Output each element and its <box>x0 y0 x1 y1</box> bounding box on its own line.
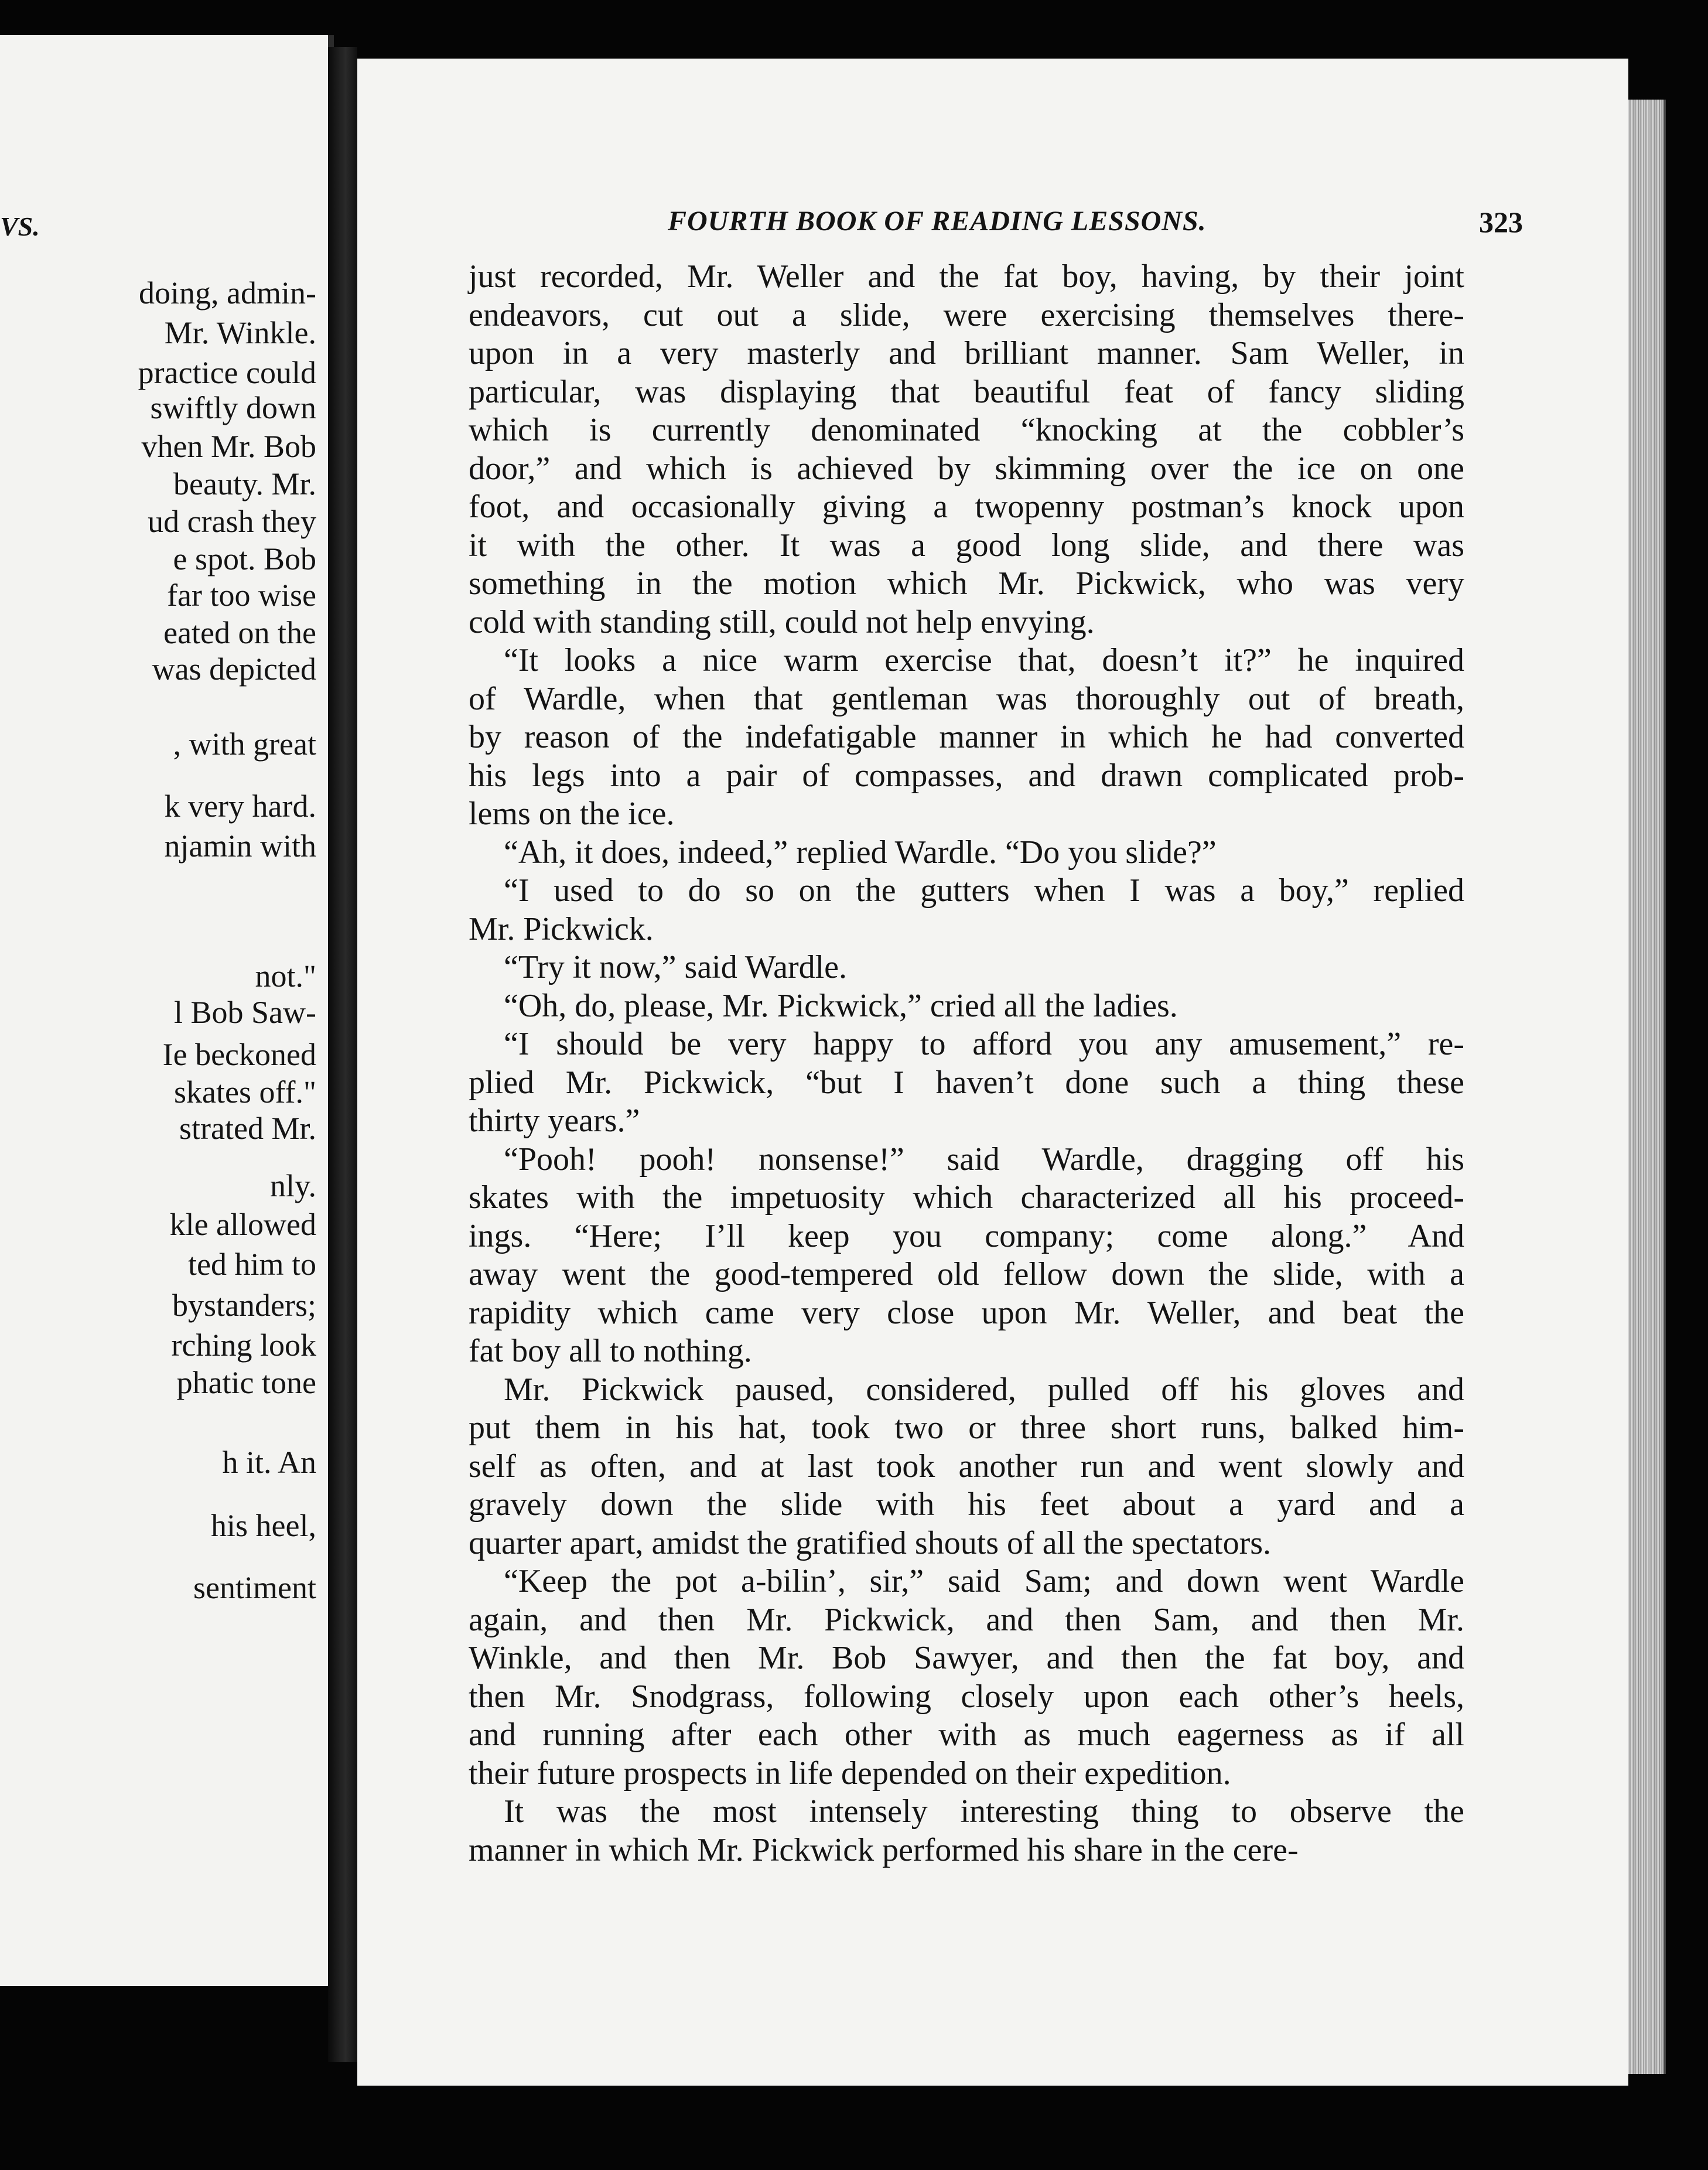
text-line: “Try it now,” said Wardle. <box>504 949 848 985</box>
text-line: ings. “Here; I’ll keep you company; come along.” And <box>469 1217 1464 1254</box>
left-text-line: k very hard. <box>164 789 316 824</box>
left-text-line: ted him to <box>188 1247 316 1282</box>
text-line: “Oh, do, please, Mr. Pickwick,” cried all the ladies. <box>504 987 1178 1024</box>
book-gutter <box>328 47 357 2062</box>
left-text-line: sentiment <box>193 1570 316 1605</box>
text-line: self as often, and at last took another run and went slowly and <box>469 1448 1464 1485</box>
text-line: “It looks a nice warm exercise that, doesn’t it?” he inquired <box>504 642 1464 678</box>
text-line: thirty years.” <box>469 1103 640 1139</box>
text-line: which is currently denominated “knocking at the cobbler’s <box>469 412 1464 448</box>
left-text-line: njamin with <box>164 828 316 864</box>
text-line: rapidity which came very close upon Mr. Weller, and beat the <box>469 1294 1464 1331</box>
left-text-line: far too wise <box>167 578 316 613</box>
left-text-line: bystanders; <box>172 1288 316 1323</box>
text-line: Winkle, and then Mr. Bob Sawyer, and then the fat boy, and <box>469 1640 1464 1676</box>
left-text-line: , with great <box>173 726 316 762</box>
text-line: “I used to do so on the gutters when I was a boy,” replied <box>504 872 1464 909</box>
left-text-line: strated Mr. <box>179 1111 316 1146</box>
text-line: quarter apart, amidst the gratified shouts of all the spectators. <box>469 1524 1272 1561</box>
text-line: then Mr. Snodgrass, following closely upon each other’s heels, <box>469 1678 1464 1715</box>
text-line: “Pooh! pooh! nonsense!” said Wardle, dragging off his <box>504 1141 1464 1178</box>
text-line: just recorded, Mr. Weller and the fat boy, having, by their joint <box>469 258 1464 295</box>
text-line: upon in a very masterly and brilliant manner. Sam Weller, in <box>469 335 1464 371</box>
right-page <box>357 59 1628 2086</box>
text-line: It was the most intensely interesting thing to observe the <box>504 1793 1464 1830</box>
text-line: “Keep the pot a-bilin’, sir,” said Sam; and down went Wardle <box>504 1563 1464 1599</box>
left-text-line: kle allowed <box>169 1207 316 1242</box>
text-line: by reason of the indefatigable manner in which he had converted <box>469 719 1464 755</box>
text-line: something in the motion which Mr. Pickwick, who was very <box>469 565 1464 602</box>
left-text-line: vhen Mr. Bob <box>141 429 316 464</box>
text-line: plied Mr. Pickwick, “but I haven’t done such a thing these <box>469 1064 1464 1101</box>
text-line: their future prospects in life depended on their expedition. <box>469 1755 1231 1792</box>
text-line: it with the other. It was a good long slide, and there was <box>469 527 1464 564</box>
left-text-line: h it. An <box>222 1445 316 1480</box>
left-text-line: l Bob Saw- <box>174 995 316 1030</box>
text-line: endeavors, cut out a slide, were exercising themselves there- <box>469 296 1464 333</box>
text-line: of Wardle, when that gentleman was thoroughly out of breath, <box>469 680 1464 717</box>
text-line: his legs into a pair of compasses, and drawn complicated prob- <box>469 757 1464 794</box>
page-header <box>668 205 1523 252</box>
page-edges <box>1628 100 1666 2074</box>
left-text-line: e spot. Bob <box>173 541 316 576</box>
left-text-line: Mr. Winkle. <box>164 315 316 350</box>
text-line: lems on the ice. <box>469 796 675 832</box>
left-text-line: nly. <box>270 1168 316 1203</box>
text-line: foot, and occasionally giving a twopenny postman’s knock upon <box>469 489 1464 525</box>
left-text-line: was depicted <box>152 651 316 687</box>
left-text-line: not." <box>255 958 316 994</box>
left-text-line: rching look <box>171 1328 316 1363</box>
text-line: again, and then Mr. Pickwick, and then Sam, and then Mr. <box>469 1601 1464 1638</box>
left-text-line: doing, admin- <box>139 275 316 311</box>
text-line: Mr. Pickwick. <box>469 910 654 947</box>
left-text-line: ud crash they <box>148 504 316 539</box>
left-text-line: practice could <box>138 355 316 390</box>
left-text-line: eated on the <box>163 615 316 650</box>
text-line: door,” and which is achieved by skimming over the ice on one <box>469 450 1464 487</box>
left-running-head: VS. <box>0 211 40 241</box>
text-line: away went the good-tempered old fellow down the slide, with a <box>469 1256 1464 1292</box>
left-text-line: beauty. Mr. <box>173 466 316 501</box>
text-line: particular, was displaying that beautiful feat of fancy sliding <box>469 373 1464 410</box>
text-line: gravely down the slide with his feet about a yard and a <box>469 1486 1464 1523</box>
text-line: and running after each other with as much eagerness as if all <box>469 1717 1464 1753</box>
text-line: Mr. Pickwick paused, considered, pulled off his gloves and <box>504 1371 1464 1408</box>
text-line: fat boy all to nothing. <box>469 1333 752 1369</box>
left-text-line: his heel, <box>211 1508 316 1543</box>
left-page <box>0 35 334 1986</box>
text-line: cold with standing still, could not help envying. <box>469 603 1095 640</box>
running-head: FOURTH BOOK OF READING LESSONS. <box>668 206 1207 237</box>
text-line: put them in his hat, took two or three short runs, balked him- <box>469 1410 1464 1446</box>
text-line: skates with the impetuosity which characterized all his proceed- <box>469 1179 1464 1216</box>
text-line: “I should be very happy to afford you any amusement,” re- <box>504 1026 1464 1062</box>
page-number: 323 <box>1479 206 1523 238</box>
left-text-line: Ie beckoned <box>162 1037 316 1072</box>
left-text-line: phatic tone <box>176 1365 316 1400</box>
left-text-line: swiftly down <box>150 390 316 425</box>
text-line: “Ah, it does, indeed,” replied Wardle. “Do you slide?” <box>504 834 1217 871</box>
left-text-line: skates off." <box>174 1074 316 1110</box>
text-line: manner in which Mr. Pickwick performed his share in the cere- <box>469 1831 1299 1868</box>
page-body-text <box>469 258 1464 1869</box>
